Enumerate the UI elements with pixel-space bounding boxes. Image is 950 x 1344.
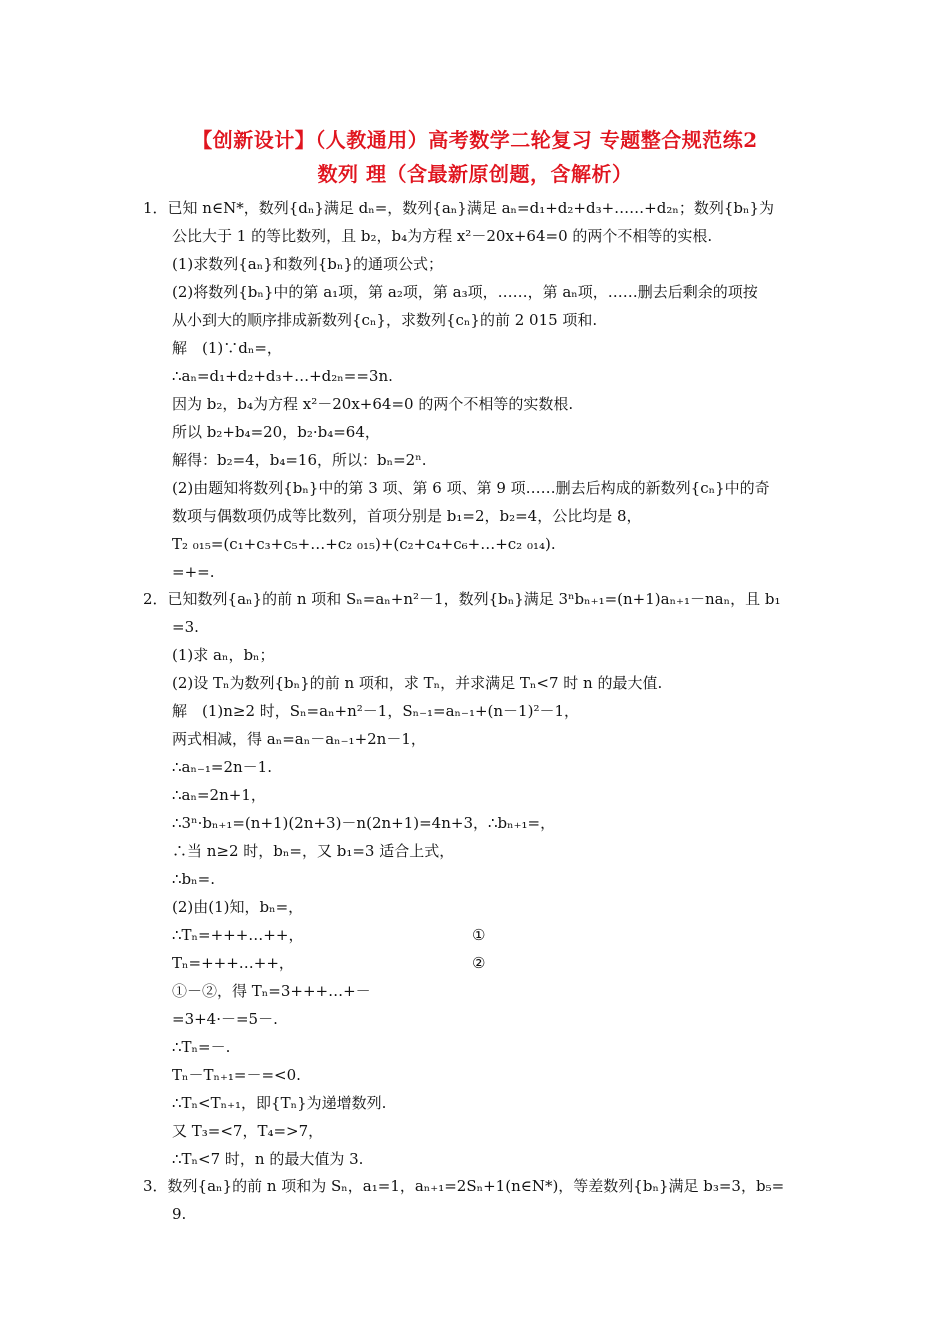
- solution-2-line: ∴aₙ=2n+1，: [172, 786, 266, 804]
- solution-1-line: ∴aₙ=d₁+d₂+d₃+…+d₂ₙ==3n.: [172, 367, 393, 385]
- solution-2-line: ∴Tₙ=+++…++，: [172, 926, 304, 944]
- solution-1-line: 因为 b₂，b₄为方程 x²－20x+64=0 的两个不相等的实数根.: [172, 395, 574, 413]
- problem-1-part-2-line-2: 从小到大的顺序排成新数列{cₙ}，求数列{cₙ}的前 2 015 项和.: [172, 311, 598, 329]
- problem-1-line-2: 公比大于 1 的等比数列，且 b₂，b₄为方程 x²－20x+64=0 的两个不相等的实根.: [172, 227, 713, 245]
- problem-3-line-1: 3．数列{aₙ}的前 n 项和为 Sₙ，a₁=1，aₙ₊₁=2Sₙ+1(n∈N*)，等差数列{bₙ}满足 b₃=3，b₅=: [143, 1177, 785, 1195]
- solution-2-line: 两式相减，得 aₙ=aₙ－aₙ₋₁+2n－1，: [172, 730, 426, 748]
- problem-2-line-1: 2．已知数列{aₙ}的前 n 项和 Sₙ=aₙ+n²－1，数列{bₙ}满足 3ⁿbₙ₊₁=(n+1)aₙ₊₁－naₙ，且 b₁: [143, 590, 781, 608]
- problem-2-part-2: (2)设 Tₙ为数列{bₙ}的前 n 项和，求 Tₙ，并求满足 Tₙ<7 时 n 的最大值.: [172, 674, 663, 692]
- solution-2-line: ①－②，得 Tₙ=3+++…+－: [172, 982, 371, 1000]
- problem-2-line-2: =3.: [172, 618, 199, 636]
- problem-3-line-2: 9.: [172, 1205, 187, 1223]
- solution-2-line: (2)由(1)知，bₙ=，: [172, 898, 304, 916]
- solution-2-line: =3+4·－=5－.: [172, 1010, 278, 1028]
- solution-2-line: 解 (1)n≥2 时，Sₙ=aₙ+n²－1，Sₙ₋₁=aₙ₋₁+(n－1)²－1，: [172, 702, 580, 720]
- problem-1-line-1: 1．已知 n∈N*，数列{dₙ}满足 dₙ=，数列{aₙ}满足 aₙ=d₁+d₂+d₃+……+d₂ₙ；数列{bₙ}为: [143, 199, 774, 217]
- solution-1-line: =+=.: [172, 563, 215, 581]
- solution-2-line: 又 T₃=<7，T₄=>7，: [172, 1122, 324, 1140]
- solution-2-line: ∴当 n≥2 时，bₙ=，又 b₁=3 适合上式，: [172, 842, 455, 860]
- problem-2-part-1: (1)求 aₙ，bₙ；: [172, 646, 275, 664]
- solution-1-line: 所以 b₂+b₄=20，b₂·b₄=64，: [172, 423, 380, 441]
- solution-2-line: Tₙ=+++…++，: [172, 954, 294, 972]
- document-title-line-1: 【创新设计】（人教通用）高考数学二轮复习 专题整合规范练2: [192, 128, 758, 152]
- solution-2-line: ∴Tₙ=－.: [172, 1038, 231, 1056]
- solution-1-line: 数项与偶数项仍成等比数列，首项分别是 b₁=2，b₂=4，公比均是 8，: [172, 507, 642, 525]
- solution-1-line: 解得：b₂=4，b₄=16，所以：bₙ=2ⁿ.: [172, 451, 427, 469]
- solution-2-line: ∴bₙ=.: [172, 870, 215, 888]
- solution-2-line: ∴aₙ₋₁=2n－1.: [172, 758, 272, 776]
- solution-1-line: (2)由题知将数列{bₙ}中的第 3 项、第 6 项、第 9 项……删去后构成的新数列{cₙ}中的奇: [172, 479, 770, 497]
- equation-marker-1: ①: [472, 926, 486, 944]
- solution-2-line: ∴Tₙ<Tₙ₊₁，即{Tₙ}为递增数列.: [172, 1094, 387, 1112]
- solution-1-line: 解 (1)∵dₙ=，: [172, 339, 282, 357]
- solution-2-line: Tₙ－Tₙ₊₁=－=<0.: [172, 1066, 301, 1084]
- solution-1-line: T₂ ₀₁₅=(c₁+c₃+c₅+…+c₂ ₀₁₅)+(c₂+c₄+c₆+…+c₂ ₀₁₄).: [172, 535, 556, 553]
- problem-1-part-1: (1)求数列{aₙ}和数列{bₙ}的通项公式；: [172, 255, 443, 273]
- equation-marker-2: ②: [472, 954, 486, 972]
- document-title-line-2: 数列 理（含最新原创题，含解析）: [317, 162, 633, 186]
- solution-2-line: ∴Tₙ<7 时，n 的最大值为 3.: [172, 1150, 364, 1168]
- problem-1-part-2-line-1: (2)将数列{bₙ}中的第 a₁项，第 a₂项，第 a₃项，……，第 aₙ项，……删去后剩余的项按: [172, 283, 758, 301]
- solution-2-line: ∴3ⁿ·bₙ₊₁=(n+1)(2n+3)－n(2n+1)=4n+3，∴bₙ₊₁=，: [172, 814, 556, 832]
